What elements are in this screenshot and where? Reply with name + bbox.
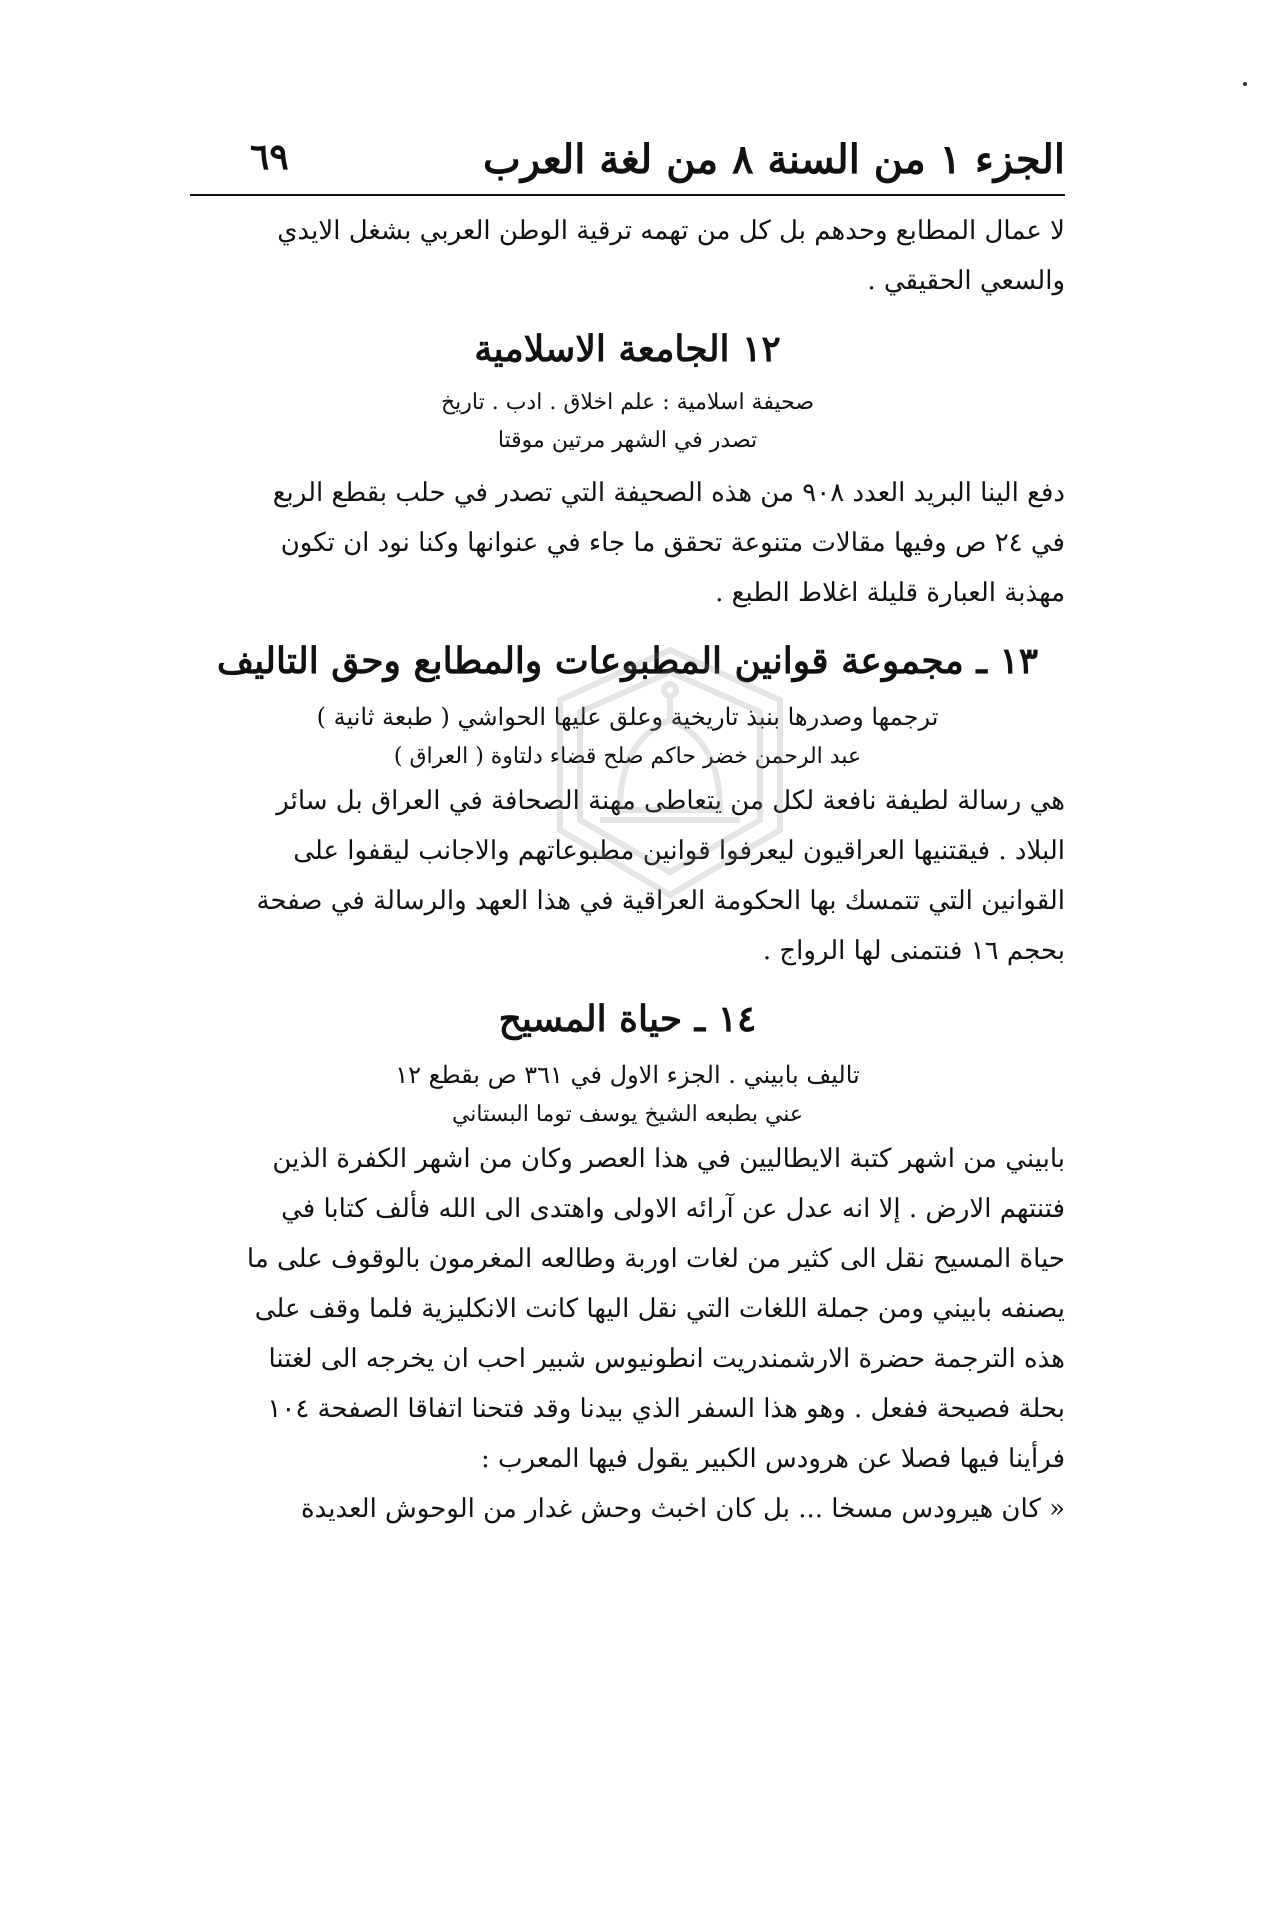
running-header	[190, 130, 1065, 196]
section-12-frequency: تصدر في الشهر مرتين موقتا	[497, 428, 758, 453]
section-13-subtitle: ترجمها وصدرها بنبذ تاريخية وعلق عليها الحواشي ( طبعة ثانية )	[316, 703, 939, 731]
section-12-subtitle: صحيفة اسلامية : علم اخلاق . ادب . تاريخ	[440, 390, 815, 415]
page-number: ٦٩	[250, 136, 289, 178]
section-12-line: في ٢٤ ص وفيها مقالات متنوعة تحقق ما جاء في عنوانها وكنا نود ان تكون	[280, 528, 1065, 558]
section-13-title: ١٣ ـ مجموعة قوانين المطبوعات والمطابع وحق التاليف	[216, 640, 1039, 682]
section-13-line: القوانين التي تتمسك بها الحكومة العراقية في هذا العهد والرسالة في صفحة	[256, 886, 1065, 916]
section-12-line: مهذبة العبارة قليلة اغلاط الطبع .	[715, 578, 1065, 608]
section-14-editor: عني بطبعه الشيخ يوسف توما البستاني	[451, 1102, 804, 1127]
section-14-title: ١٤ ـ حياة المسيح	[498, 998, 757, 1040]
intro-line: لا عمال المطابع وحدهم بل كل من تهمه ترقية الوطن العربي بشغل الايدي	[277, 216, 1065, 246]
section-14-line: هذه الترجمة حضرة الارشمندريت انطونيوس شبير احب ان يخرجه الى لغتنا	[268, 1344, 1065, 1374]
section-13	[190, 626, 1065, 976]
section-13-author: عبد الرحمن خضر حاكم صلح قضاء دلتاوة ( العراق )	[393, 744, 862, 769]
section-14-subtitle: تاليف بابيني . الجزء الاول في ٣٦١ ص بقطع ١٢	[395, 1061, 860, 1089]
section-14-line: « كان هيرودس مسخا ... بل كان اخبث وحش غدار من الوحوش العديدة	[300, 1494, 1065, 1524]
section-12-title: ١٢ الجامعة الاسلامية	[474, 328, 781, 370]
intro-line: والسعي الحقيقي .	[867, 266, 1065, 296]
running-title: الجزء ١ من السنة ٨ من لغة العرب	[483, 136, 1065, 183]
section-14-line: بحلة فصيحة ففعل . وهو هذا السفر الذي بيدنا وقد فتحنا اتفاقا الصفحة ١٠٤	[267, 1394, 1065, 1424]
section-14-line: فتنتهم الارض . إلا انه عدل عن آرائه الاولى واهتدى الى الله فألف كتابا في	[281, 1194, 1065, 1224]
intro-paragraph	[190, 206, 1065, 306]
section-14-line: حياة المسيح نقل الى كثير من لغات اوربة وطالعه المغرمون بالوقوف على ما	[246, 1244, 1065, 1274]
section-14-line: يصنفه بابيني ومن جملة اللغات التي نقل اليها كانت الانكليزية فلما وقف على	[254, 1294, 1065, 1324]
section-12	[190, 314, 1065, 618]
section-13-line: بحجم ١٦ فنتمنى لها الرواج .	[762, 936, 1065, 966]
section-12-line: دفع الينا البريد العدد ٩٠٨ من هذه الصحيفة التي تصدر في حلب بقطع الربع	[272, 478, 1065, 508]
section-13-line: هي رسالة لطيفة نافعة لكل من يتعاطى مهنة الصحافة في العراق بل سائر	[276, 786, 1065, 816]
section-14-line: بابيني من اشهر كتبة الايطاليين في هذا العصر وكان من اشهر الكفرة الذين	[272, 1144, 1065, 1174]
document-page	[190, 130, 1065, 1534]
section-13-line: البلاد . فيقتنيها العراقيون ليعرفوا قوانين مطبوعاتهم والاجانب ليقفوا على	[293, 836, 1065, 866]
section-14	[190, 984, 1065, 1534]
scan-speck	[1243, 82, 1247, 86]
section-14-line: فرأينا فيها فصلا عن هرودس الكبير يقول فيها المعرب :	[480, 1444, 1065, 1474]
